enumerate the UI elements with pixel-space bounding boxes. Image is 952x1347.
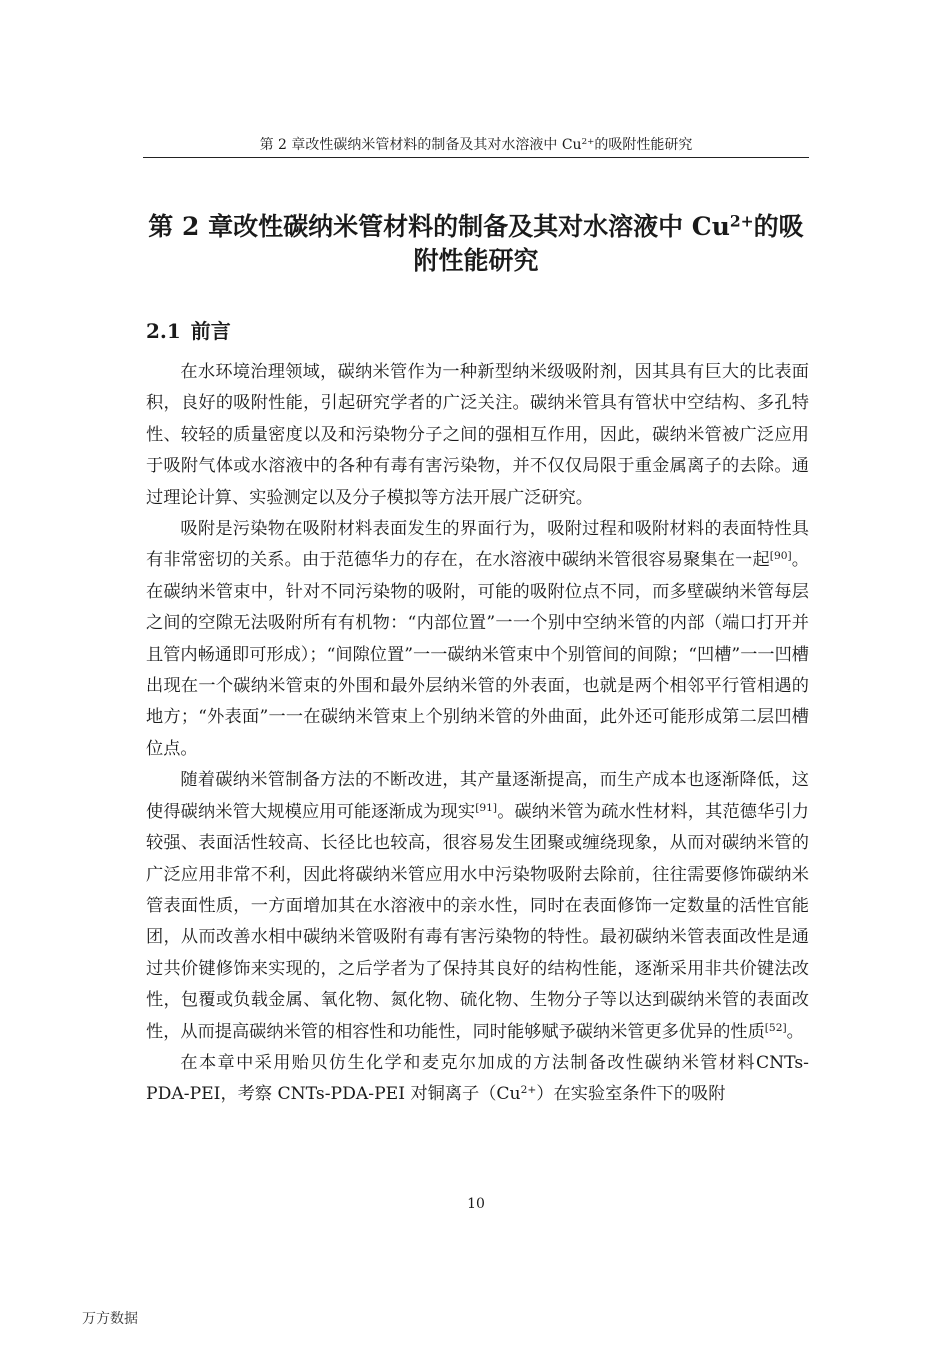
paragraph-text: 吸附是污染物在吸附材料表面发生的界面行为，吸附过程和吸附材料的表面特性具有非常密切的关系。由于范德华力的存在，在水溶液中碳纳米管很容易聚集在一起 xyxy=(146,519,809,571)
citation-ref: [90] xyxy=(769,549,792,563)
paragraph-text: ）在实验室条件下的吸附 xyxy=(536,1084,726,1105)
paragraph-text: 随着碳纳米管制备方法的不断改进，其产量逐渐提高，而生产成本也逐渐降低，这使得碳纳米管大规模应用可能逐渐成为现实 xyxy=(146,770,809,822)
running-header-text: 第 2 章改性碳纳米管材料的制备及其对水溶液中 Cu xyxy=(259,137,582,153)
paragraph-text: 在本章中采用贻贝仿生化学和麦克尔加成的方法制备改性碳纳米管材料CNTs-PDA-PEI，考察 CNTs-PDA-PEI 对铜离子（Cu xyxy=(146,1052,809,1105)
paragraph-text: 。 xyxy=(786,1021,804,1042)
section-number: 2.1 xyxy=(146,319,181,343)
paragraph-text: 。在碳纳米管束中，针对不同污染物的吸附，可能的吸附位点不同，而多壁碳纳米管每层之间的空隙无法吸附所有有机物：“内部位置”一一个别中空纳米管的内部（端口打开并且管内畅通即可形成）；“间隙位置”一一碳纳米管束中个别管间的间隙；“凹槽”一一凹槽出现在一个碳纳米管束的外围和最外层纳米管的外表面，也就是两个相邻平行管相遇的地方；“外表面”一一在碳纳米管束上个别纳米管的外曲面，此外还可能形成第二层凹槽位点。 xyxy=(146,550,809,759)
page-number: 10 xyxy=(467,1196,485,1212)
chapter-title-superscript: 2+ xyxy=(729,211,754,231)
citation-ref: [52] xyxy=(764,1020,787,1034)
ion-charge-superscript: 2+ xyxy=(520,1083,537,1097)
section-heading xyxy=(146,318,231,344)
chapter-title xyxy=(143,210,809,278)
watermark: 万方数据 xyxy=(82,1311,138,1327)
paragraph-2 xyxy=(146,514,809,765)
running-header xyxy=(143,136,809,158)
paragraph-1 xyxy=(146,357,809,514)
paragraph-text: 。碳纳米管为疏水性材料，其范德华引力较强、表面活性较高、长径比也较高，很容易发生团聚或缠绕现象，从而对碳纳米管的广泛应用非常不利，因此将碳纳米管应用水中污染物吸附去除前，往往需要修饰碳纳米管表面性质，一方面增加其在水溶液中的亲水性，同时在表面修饰一定数量的活性官能团，从而改善水相中碳纳米管吸附有毒有害污染物的特性。最初碳纳米管表面改性是通过共价键修饰来实现的，之后学者为了保持其良好的结构性能，逐渐采用非共价键法改性，包覆或负载金属、氧化物、氮化物、硫化物、生物分子等以达到碳纳米管的表面改性，从而提高碳纳米管的相容性和功能性，同时能够赋予碳纳米管更多优异的性质 xyxy=(146,801,809,1042)
paragraph-text: 在水环境治理领域，碳纳米管作为一种新型纳米级吸附剂，因其具有巨大的比表面积，良好的吸附性能，引起研究学者的广泛关注。碳纳米管具有管状中空结构、多孔特性、较轻的质量密度以及和污染物分子之间的强相互作用，因此，碳纳米管被广泛应用于吸附气体或水溶液中的各种有毒有害污染物，并不仅仅局限于重金属离子的去除。通过理论计算、实验测定以及分子模拟等方法开展广泛研究。 xyxy=(146,362,809,508)
section-title: 前言 xyxy=(190,319,231,343)
chapter-title-text: 第 2 章改性碳纳米管材料的制备及其对水溶液中 Cu xyxy=(148,212,730,241)
running-header-superscript: 2+ xyxy=(581,137,595,148)
citation-ref: [91] xyxy=(475,800,498,814)
paragraph-4 xyxy=(146,1048,809,1111)
paragraph-3 xyxy=(146,765,809,1048)
running-header-text-end: 的吸附性能研究 xyxy=(594,137,693,153)
body-text xyxy=(146,357,809,1111)
chapter-title-text-end: 的吸附性能研究 xyxy=(413,212,804,275)
